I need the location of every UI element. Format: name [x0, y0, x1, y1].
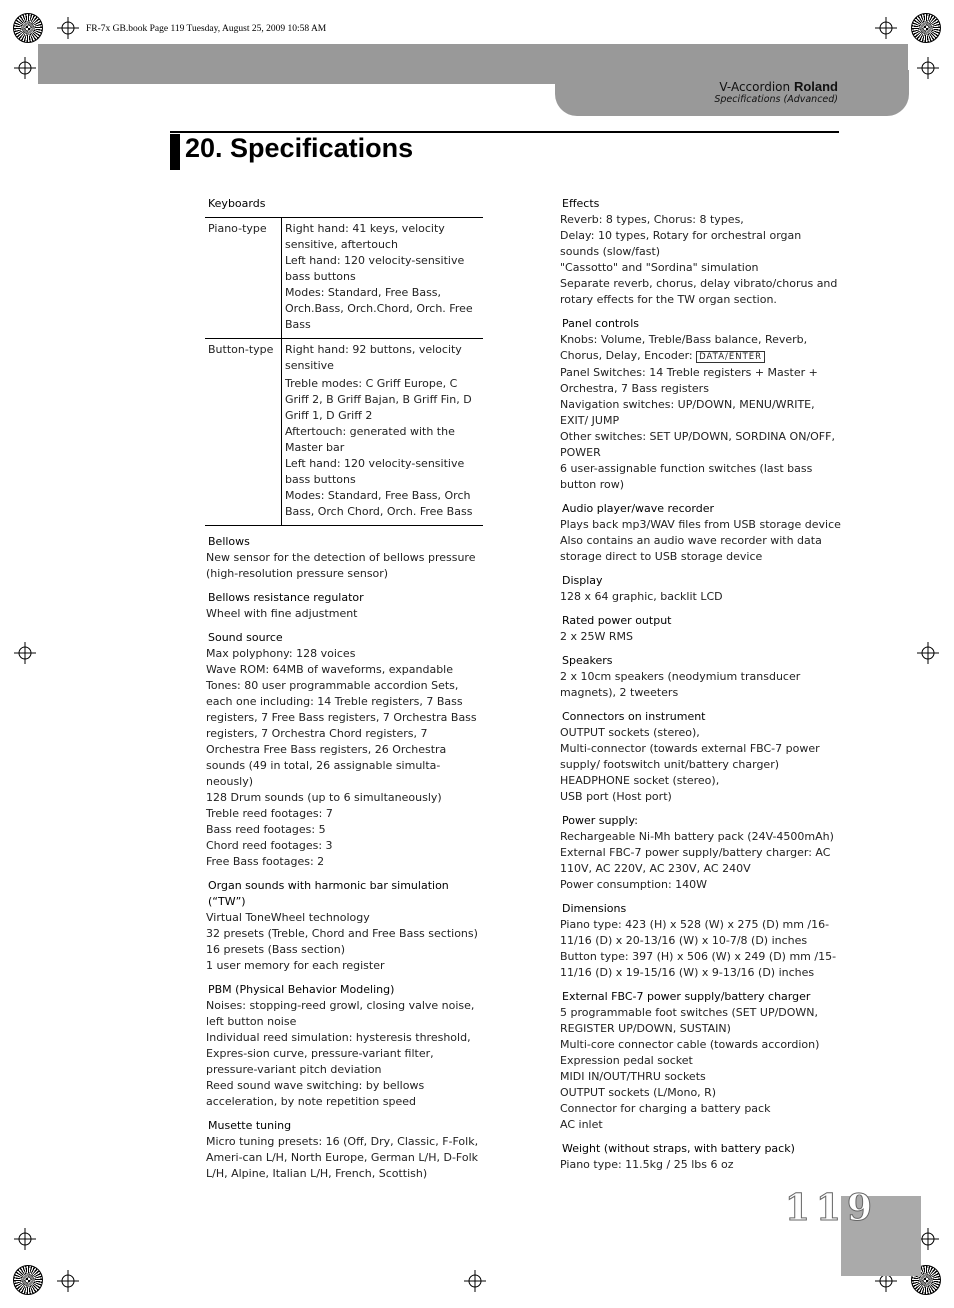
spec-text: Virtual ToneWheel technology	[206, 911, 370, 924]
spec-line	[206, 910, 484, 926]
spec-line: Modes: Standard, Free Bass, Orch Bass, Orch Chord, Orch. Free Bass	[285, 489, 473, 518]
spec-line	[560, 276, 842, 308]
section-heading: Rated power output	[562, 614, 672, 627]
spec-line	[206, 790, 484, 806]
spec-section	[206, 534, 484, 582]
spec-section	[560, 613, 842, 645]
spec-line	[206, 1030, 484, 1078]
section-heading: Display	[562, 574, 603, 587]
spec-line	[206, 1134, 484, 1182]
spec-line	[560, 917, 842, 949]
crosshair-icon	[14, 642, 36, 664]
spec-line	[560, 332, 842, 365]
spec-section	[560, 709, 842, 805]
table-cell-type: Piano-type	[205, 218, 282, 339]
spec-line	[560, 533, 842, 565]
section-heading: Connectors on instrument	[562, 710, 706, 723]
spec-text: "Cassotto" and "Sordina" simulation	[560, 261, 759, 274]
section-heading: Speakers	[562, 654, 613, 667]
spec-text: Power consumption: 140W	[560, 878, 708, 891]
spec-line: Aftertouch: generated with the Master bar	[285, 425, 455, 454]
spec-line	[560, 1005, 842, 1037]
spec-text: 2 x 10cm speakers (neodymium transducer magnets), 2 tweeters	[560, 670, 801, 699]
section-heading: Sound source	[208, 631, 283, 644]
spec-line	[560, 461, 842, 493]
spec-line	[206, 854, 484, 870]
header-section: Specifications (Advanced)	[714, 94, 838, 105]
spec-text: Treble reed footages: 7	[206, 807, 333, 820]
spec-line	[560, 845, 842, 877]
section-heading: Dimensions	[562, 902, 627, 915]
spec-line	[206, 958, 484, 974]
spec-line	[560, 773, 842, 789]
left-sections	[206, 534, 484, 1182]
table-cell-spec	[282, 339, 484, 526]
spec-line	[206, 838, 484, 854]
spec-line: Right hand: 92 buttons, velocity sensitive	[285, 343, 462, 372]
spec-line	[560, 877, 842, 893]
spec-line	[206, 646, 484, 662]
spec-section	[560, 813, 842, 893]
spec-line: Treble modes: C Griff Europe, C Griff 2, B Griff Bajan, B Griff Fin, D Griff 1, D Griff 2	[285, 377, 472, 422]
spec-text: 6 user-assignable function switches (last bass button row)	[560, 462, 813, 491]
crosshair-icon	[57, 1270, 79, 1292]
spec-text: Expression pedal socket	[560, 1054, 693, 1067]
spec-text: Connector for charging a battery pack	[560, 1102, 771, 1115]
spec-line	[560, 629, 842, 645]
spec-text: Panel Switches: 14 Treble registers + Master + Orchestra, 7 Bass registers	[560, 366, 818, 395]
table-cell-type: Button-type	[205, 339, 282, 526]
spec-text: USB port (Host port)	[560, 790, 672, 803]
spec-text: New sensor for the detection of bellows pressure (high-resolution pressure sensor)	[206, 551, 476, 580]
spec-line	[560, 429, 842, 461]
spec-text: 128 Drum sounds (up to 6 simultaneously)	[206, 791, 442, 804]
spec-text: OUTPUT sockets (L/Mono, R)	[560, 1086, 717, 1099]
spec-text: Multi-connector (towards external FBC-7 power supply/ footswitch unit/battery charger)	[560, 742, 820, 771]
spec-section	[560, 316, 842, 493]
section-heading: Organ sounds with harmonic bar simulation (“TW”)	[208, 879, 449, 908]
spec-line	[560, 949, 842, 981]
crosshair-icon	[57, 17, 79, 39]
section-heading: Keyboards	[208, 197, 266, 210]
spec-section	[560, 196, 842, 308]
print-slug: FR-7x GB.book Page 119 Tuesday, August 25, 2009 10:58 AM	[86, 24, 327, 34]
spec-line	[560, 589, 842, 605]
spec-text: Delay: 10 types, Rotary for orchestral organ sounds (slow/fast)	[560, 229, 802, 258]
spec-text: Max polyphony: 128 voices	[206, 647, 356, 660]
print-registration-mark	[13, 1265, 43, 1295]
spec-text: Also contains an audio wave recorder with data storage direct to USB storage device	[560, 534, 822, 563]
spec-text: Navigation switches: UP/DOWN, MENU/WRITE, EXIT/ JUMP	[560, 398, 815, 427]
spec-line: Left hand: 120 velocity-sensitive bass buttons	[285, 457, 465, 486]
section-heading: External FBC-7 power supply/battery charger	[562, 990, 811, 1003]
left-column	[206, 196, 484, 1190]
spec-text: Chord reed footages: 3	[206, 839, 333, 852]
spec-line: Right hand: 41 keys, velocity sensitive, aftertouch	[285, 222, 445, 251]
spec-line	[206, 662, 484, 678]
spec-text: MIDI IN/OUT/THRU sockets	[560, 1070, 706, 1083]
spec-line	[206, 1078, 484, 1110]
spec-text: Wheel with fine adjustment	[206, 607, 358, 620]
page-title: 20. Specifications	[185, 133, 414, 163]
spec-line	[560, 725, 842, 741]
spec-line	[560, 1157, 842, 1173]
spec-line	[560, 1069, 842, 1085]
spec-text: Reed sound wave switching: by bellows acceleration, by note repetition speed	[206, 1079, 425, 1108]
section-heading: Bellows resistance regulator	[208, 591, 364, 604]
right-column	[560, 196, 842, 1181]
spec-section	[560, 653, 842, 701]
spec-line	[560, 789, 842, 805]
table-row	[205, 218, 483, 339]
spec-text: 128 x 64 graphic, backlit LCD	[560, 590, 723, 603]
spec-text: Noises: stopping-reed growl, closing valve noise, left button noise	[206, 999, 475, 1028]
spec-line: Left hand: 120 velocity-sensitive bass buttons	[285, 254, 465, 283]
spec-text: Other switches: SET UP/DOWN, SORDINA ON/OFF, POWER	[560, 430, 835, 459]
spec-text: Tones: 80 user programmable accordion Sets, each one including: 14 Treble registers, 7 Bass registers, 7 Free Bass registers, 7 Orchestra Bass registers, 7 Orchestra Chord registers, 7 Orchestra Free Bass registers, 26 Orchestra sounds (49 in total, 26 assignable simulta-neously)	[206, 679, 477, 788]
title-marker	[170, 134, 180, 170]
spec-section	[206, 1118, 484, 1182]
spec-line	[206, 806, 484, 822]
spec-line	[206, 550, 484, 582]
data-enter-keycap: DATA/ENTER	[696, 351, 765, 363]
spec-line	[560, 260, 842, 276]
product-name: V-Accordion	[719, 80, 791, 94]
spec-text: Free Bass footages: 2	[206, 855, 325, 868]
spec-text: 1 user memory for each register	[206, 959, 385, 972]
spec-section	[560, 573, 842, 605]
spec-text: Piano type: 423 (H) x 528 (W) x 275 (D) mm /16-11/16 (D) x 20-13/16 (W) x 10-7/8 (D) inches	[560, 918, 830, 947]
spec-line	[560, 829, 842, 845]
section-heading: Weight (without straps, with battery pack)	[562, 1142, 795, 1155]
spec-line	[206, 942, 484, 958]
crosshair-icon	[14, 57, 36, 79]
spec-text: Wave ROM: 64MB of waveforms, expandable	[206, 663, 454, 676]
spec-text: Piano type: 11.5kg / 25 lbs 6 oz	[560, 1158, 734, 1171]
spec-line	[560, 1117, 842, 1133]
section-heading: Panel controls	[562, 317, 640, 330]
spec-section	[206, 878, 484, 974]
print-registration-mark	[911, 13, 941, 43]
spec-line	[206, 998, 484, 1030]
crosshair-icon	[875, 17, 897, 39]
spec-section	[560, 501, 842, 565]
spec-line	[206, 822, 484, 838]
crosshair-icon	[917, 642, 939, 664]
spec-text: Separate reverb, chorus, delay vibrato/chorus and rotary effects for the TW organ section.	[560, 277, 838, 306]
spec-text: OUTPUT sockets (stereo),	[560, 726, 700, 739]
spec-line	[206, 678, 484, 790]
table-row	[205, 339, 483, 526]
spec-text: 32 presets (Treble, Chord and Free Bass sections)	[206, 927, 478, 940]
keyboards-table	[205, 217, 483, 526]
header-brand	[600, 80, 838, 94]
crosshair-icon	[917, 57, 939, 79]
spec-line	[560, 517, 842, 533]
section-heading: Power supply:	[562, 814, 638, 827]
spec-text: 5 programmable foot switches (SET UP/DOWN, REGISTER UP/DOWN, SUSTAIN)	[560, 1006, 819, 1035]
spec-text: Rechargeable Ni-Mh battery pack (24V-4500mAh)	[560, 830, 834, 843]
crosshair-icon	[464, 1270, 486, 1292]
section-heading: Bellows	[208, 535, 250, 548]
spec-text: Multi-core connector cable (towards accordion)	[560, 1038, 820, 1051]
spec-line	[206, 606, 484, 622]
spec-line	[206, 926, 484, 942]
spec-line	[560, 397, 842, 429]
spec-text: 16 presets (Bass section)	[206, 943, 346, 956]
spec-line	[560, 228, 842, 260]
spec-text: 2 x 25W RMS	[560, 630, 633, 643]
spec-line	[560, 741, 842, 773]
spec-section	[206, 590, 484, 622]
spec-section	[560, 989, 842, 1133]
spec-line: Modes: Standard, Free Bass, Orch.Bass, Orch.Chord, Orch. Free Bass	[285, 286, 473, 331]
table-cell-spec	[282, 218, 484, 339]
section-heading: Effects	[562, 197, 600, 210]
crosshair-icon	[14, 1228, 36, 1250]
page-number: 119	[784, 1187, 878, 1229]
spec-line	[560, 365, 842, 397]
spec-section	[560, 901, 842, 981]
spec-line	[560, 669, 842, 701]
spec-text: External FBC-7 power supply/battery charger: AC 110V, AC 220V, AC 230V, AC 240V	[560, 846, 831, 875]
spec-text: Micro tuning presets: 16 (Off, Dry, Classic, F-Folk, Ameri-can L/H, North Europe, German L/H, D-Folk L/H, Alpine, Italian L/H, French, Scottish)	[206, 1135, 479, 1180]
spec-text: Plays back mp3/WAV files from USB storage device	[560, 518, 841, 531]
spec-line	[560, 1101, 842, 1117]
spec-section	[206, 630, 484, 870]
spec-section	[560, 1141, 842, 1173]
spec-text: Individual reed simulation: hysteresis threshold, Expres-sion curve, pressure-variant filter, pressure-variant pitch deviation	[206, 1031, 471, 1076]
spec-text: Button type: 397 (H) x 506 (W) x 249 (D) mm /15-11/16 (D) x 19-15/16 (W) x 9-13/16 (D) inches	[560, 950, 837, 979]
spec-text: HEADPHONE socket (stereo),	[560, 774, 720, 787]
brand-logo: Roland	[793, 79, 838, 94]
right-sections	[560, 196, 842, 1173]
spec-line	[560, 1053, 842, 1069]
section-heading: PBM (Physical Behavior Modeling)	[208, 983, 395, 996]
spec-text: Knobs: Volume, Treble/Bass balance, Reverb, Chorus, Delay, Encoder:	[560, 333, 808, 362]
spec-section	[206, 982, 484, 1110]
spec-line	[560, 1037, 842, 1053]
spec-text: Bass reed footages: 5	[206, 823, 326, 836]
spec-line	[560, 212, 842, 228]
section-heading: Audio player/wave recorder	[562, 502, 714, 515]
spec-line	[560, 1085, 842, 1101]
spec-text: AC inlet	[560, 1118, 603, 1131]
spec-text: Reverb: 8 types, Chorus: 8 types,	[560, 213, 744, 226]
section-heading: Musette tuning	[208, 1119, 292, 1132]
print-registration-mark	[13, 13, 43, 43]
